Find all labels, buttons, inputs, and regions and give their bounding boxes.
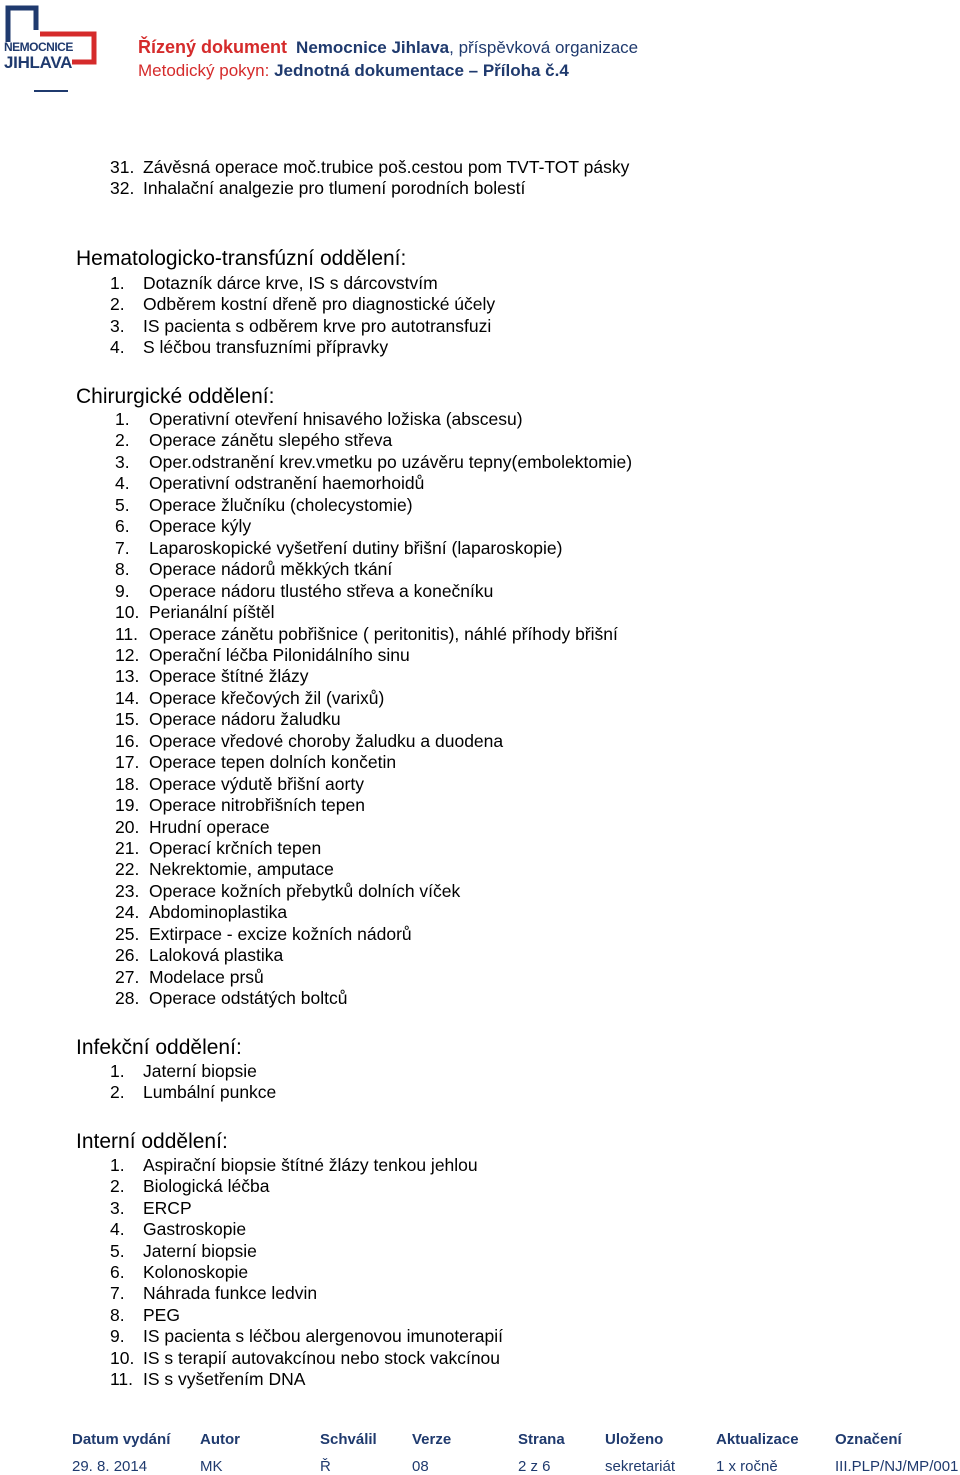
- section-title: Infekční oddělení:: [76, 1036, 242, 1059]
- item-number: 1.: [115, 409, 130, 429]
- list-item: [115, 537, 563, 559]
- item-number: 22.: [115, 859, 140, 880]
- item-number: 10.: [110, 1347, 135, 1368]
- list-item: [115, 709, 341, 730]
- item-number: 13.: [115, 666, 140, 687]
- item-text: Laparoskopické vyšetření dutiny břišní (laparoskopie): [149, 537, 563, 558]
- list-item: [110, 157, 630, 178]
- item-number: 3.: [115, 451, 130, 472]
- item-number: 2.: [110, 1082, 125, 1102]
- org-name: Nemocnice Jihlava: [296, 38, 450, 57]
- item-number: 9.: [110, 1326, 125, 1347]
- item-number: 6.: [115, 516, 130, 537]
- item-number: 2.: [115, 430, 130, 451]
- item-number: 10.: [115, 602, 140, 623]
- item-text: Operace zánětu slepého střeva: [149, 430, 393, 451]
- list-item: [110, 1369, 306, 1390]
- item-text: IS pacienta s odběrem krve pro autotransfuzi: [143, 316, 492, 336]
- list-item: [110, 316, 492, 337]
- item-text: Operace výdutě břišní aorty: [149, 773, 364, 794]
- item-number: 4.: [110, 337, 125, 357]
- item-text: Jaterní biopsie: [143, 1240, 257, 1261]
- item-number: 7.: [115, 537, 130, 558]
- doc-type: Řízený dokument: [138, 37, 288, 57]
- item-number: 26.: [115, 945, 140, 966]
- item-number: 15.: [115, 709, 140, 730]
- item-number: 18.: [115, 773, 140, 794]
- list-item: [110, 1283, 318, 1304]
- list-item: [115, 795, 365, 816]
- item-text: Operace nitrobřišních tepen: [149, 795, 365, 816]
- item-number: 32.: [110, 178, 135, 198]
- item-text: Operativní otevření hnisavého ložiska (abscesu): [149, 409, 523, 429]
- item-number: 8.: [115, 559, 130, 580]
- item-text: Modelace prsů: [149, 966, 264, 987]
- item-number: 20.: [115, 816, 140, 837]
- guideline-label: Metodický pokyn:: [138, 61, 275, 80]
- list-item: [115, 687, 385, 709]
- item-text: Nekrektomie, amputace: [149, 859, 334, 880]
- hospital-logo: [2, 4, 98, 96]
- item-number: 11.: [115, 623, 139, 644]
- footer-label: Verze: [412, 1431, 452, 1448]
- item-number: 2.: [110, 1176, 125, 1197]
- list-item: [115, 923, 412, 945]
- item-text: Jaterní biopsie: [143, 1061, 257, 1081]
- item-number: 25.: [115, 923, 140, 944]
- header-title-line: [138, 37, 638, 58]
- item-number: 5.: [115, 494, 130, 515]
- list-item: [115, 430, 393, 451]
- item-text: Operace štítné žlázy: [149, 666, 309, 687]
- section-title: Chirurgické oddělení:: [76, 385, 275, 408]
- footer-value: sekretariát: [605, 1458, 676, 1475]
- footer-value: 08: [412, 1458, 429, 1475]
- list-item: [115, 409, 523, 430]
- list-item: [110, 1240, 257, 1262]
- list-item: [110, 273, 438, 294]
- list-item: [115, 816, 270, 838]
- logo-underline: [34, 90, 68, 92]
- item-number: 1.: [110, 273, 125, 293]
- list-item: [110, 1304, 180, 1326]
- list-item: [115, 666, 309, 687]
- item-number: 6.: [110, 1262, 125, 1282]
- item-number: 4.: [115, 473, 130, 494]
- item-text: IS pacienta s léčbou alergenovou imunoterapií: [143, 1326, 503, 1347]
- item-text: Lumbální punkce: [143, 1082, 277, 1102]
- item-text: Operace tepen dolních končetin: [149, 752, 397, 773]
- item-text: Inhalační analgezie pro tlumení porodních bolestí: [143, 178, 526, 198]
- list-item: [115, 966, 264, 988]
- footer-label: Schválil: [320, 1431, 377, 1448]
- footer-value: III.PLP/NJ/MP/001: [835, 1458, 959, 1475]
- item-number: 16.: [115, 730, 140, 751]
- list-item: [115, 902, 288, 923]
- item-number: 3.: [110, 316, 125, 336]
- footer-value: MK: [200, 1458, 223, 1475]
- item-text: Operační léčba Pilonidálního sinu: [149, 644, 410, 665]
- list-item: [115, 494, 413, 516]
- item-text: IS s terapií autovakcínou nebo stock vakcínou: [143, 1347, 501, 1368]
- footer-label: Označení: [835, 1431, 902, 1448]
- item-number: 7.: [110, 1283, 125, 1304]
- list-item: [115, 945, 284, 966]
- footer-value: 29. 8. 2014: [72, 1458, 148, 1475]
- list-item: [110, 178, 526, 199]
- item-text: Perianální píštěl: [149, 602, 275, 623]
- item-text: S léčbou transfuzními přípravky: [143, 337, 389, 357]
- item-number: 9.: [115, 580, 130, 601]
- item-text: Závěsná operace moč.trubice poš.cestou pom TVT-TOT pásky: [143, 157, 630, 177]
- item-text: Odběrem kostní dřeně pro diagnostické účely: [143, 294, 496, 314]
- item-number: 17.: [115, 752, 140, 773]
- item-number: 8.: [110, 1304, 125, 1325]
- logo-text-line1: NEMOCNICE: [4, 40, 73, 54]
- item-text: PEG: [143, 1304, 180, 1325]
- item-text: Operace kožních přebytků dolních víček: [149, 880, 461, 901]
- footer-value: 2 z 6: [518, 1458, 551, 1475]
- list-item: [115, 559, 393, 580]
- list-item: [115, 752, 397, 773]
- list-item: [110, 1219, 247, 1240]
- item-number: 19.: [115, 795, 140, 816]
- item-text: Operace nádorů měkkých tkání: [149, 559, 393, 580]
- item-text: Operace nádoru žaludku: [149, 709, 341, 730]
- list-item: [110, 1347, 501, 1369]
- list-item: [110, 1326, 503, 1347]
- item-number: 5.: [110, 1240, 125, 1261]
- item-number: 3.: [110, 1197, 125, 1218]
- list-item: [110, 1176, 270, 1197]
- item-text: Operace odstátých boltců: [149, 988, 348, 1009]
- item-text: Náhrada funkce ledvin: [143, 1283, 318, 1304]
- list-item: [115, 880, 461, 902]
- list-item: [110, 1197, 192, 1219]
- footer-label: Uloženo: [605, 1431, 664, 1448]
- list-item: [115, 644, 410, 666]
- item-number: 24.: [115, 902, 140, 923]
- item-number: 1.: [110, 1061, 125, 1081]
- list-item: [110, 1262, 249, 1283]
- item-number: 1.: [110, 1155, 125, 1175]
- footer-label: Autor: [200, 1431, 240, 1448]
- list-item: [110, 1155, 478, 1176]
- item-text: Operací krčních tepen: [149, 838, 322, 858]
- item-text: Dotazník dárce krve, IS s dárcovstvím: [143, 273, 438, 293]
- list-item: [115, 838, 322, 859]
- section-title: Interní oddělení:: [76, 1130, 228, 1153]
- item-number: 2.: [110, 294, 125, 314]
- item-text: Laloková plastika: [149, 945, 284, 966]
- list-item: [115, 451, 633, 473]
- item-text: Operace zánětu pobřišnice ( peritonitis), náhlé příhody břišní: [149, 623, 618, 644]
- guideline-title: Jednotná dokumentace – Příloha č.4: [274, 61, 569, 80]
- item-text: Operace křečových žil (varixů): [149, 687, 385, 708]
- list-item: [110, 1082, 277, 1103]
- item-text: Gastroskopie: [143, 1219, 247, 1240]
- list-item: [115, 580, 494, 602]
- item-text: IS s vyšetřením DNA: [143, 1369, 306, 1389]
- list-item: [115, 859, 334, 880]
- logo-text-line2: JIHLAVA: [4, 53, 73, 72]
- list-item: [115, 516, 252, 537]
- list-item: [110, 1061, 257, 1082]
- list-item: [115, 623, 618, 645]
- item-text: Operativní odstranění haemorhoidů: [149, 473, 425, 494]
- item-number: 27.: [115, 966, 140, 987]
- footer-label: Datum vydání: [72, 1431, 171, 1448]
- item-text: Biologická léčba: [143, 1176, 270, 1197]
- item-number: 28.: [115, 988, 140, 1009]
- item-number: 14.: [115, 687, 140, 708]
- footer-value: Ř: [320, 1458, 331, 1475]
- item-number: 4.: [110, 1219, 125, 1240]
- list-item: [115, 988, 348, 1009]
- item-text: Operace nádoru tlustého střeva a konečníku: [149, 580, 494, 601]
- section-title: Hematologicko-transfúzní oddělení:: [76, 247, 407, 270]
- item-number: 31.: [110, 157, 135, 177]
- item-text: ERCP: [143, 1197, 192, 1218]
- footer-label: Aktualizace: [716, 1431, 799, 1448]
- item-text: Hrudní operace: [149, 816, 270, 837]
- item-text: Kolonoskopie: [143, 1262, 249, 1282]
- org-type: , příspěvková organizace: [449, 38, 639, 57]
- item-text: Operace kýly: [149, 516, 252, 537]
- item-text: Operace žlučníku (cholecystomie): [149, 494, 413, 515]
- list-item: [115, 773, 364, 795]
- item-text: Extirpace - excize kožních nádorů: [149, 923, 412, 944]
- list-item: [110, 337, 389, 358]
- item-text: Oper.odstranění krev.vmetku po uzávěru tepny(embolektomie): [149, 451, 633, 472]
- item-number: 12.: [115, 644, 140, 665]
- list-item: [115, 473, 425, 494]
- item-number: 21.: [115, 838, 140, 858]
- footer-value: 1 x ročně: [716, 1458, 778, 1475]
- item-number: 11.: [110, 1369, 134, 1389]
- item-text: Aspirační biopsie štítné žlázy tenkou jehlou: [143, 1155, 478, 1175]
- list-item: [115, 602, 275, 623]
- list-item: [115, 730, 504, 752]
- list-item: [110, 294, 496, 315]
- item-number: 23.: [115, 880, 140, 901]
- item-text: Abdominoplastika: [149, 902, 288, 923]
- footer-label: Strana: [518, 1431, 565, 1448]
- header-guideline-line: [138, 61, 569, 81]
- item-text: Operace vředové choroby žaludku a duodena: [149, 730, 504, 751]
